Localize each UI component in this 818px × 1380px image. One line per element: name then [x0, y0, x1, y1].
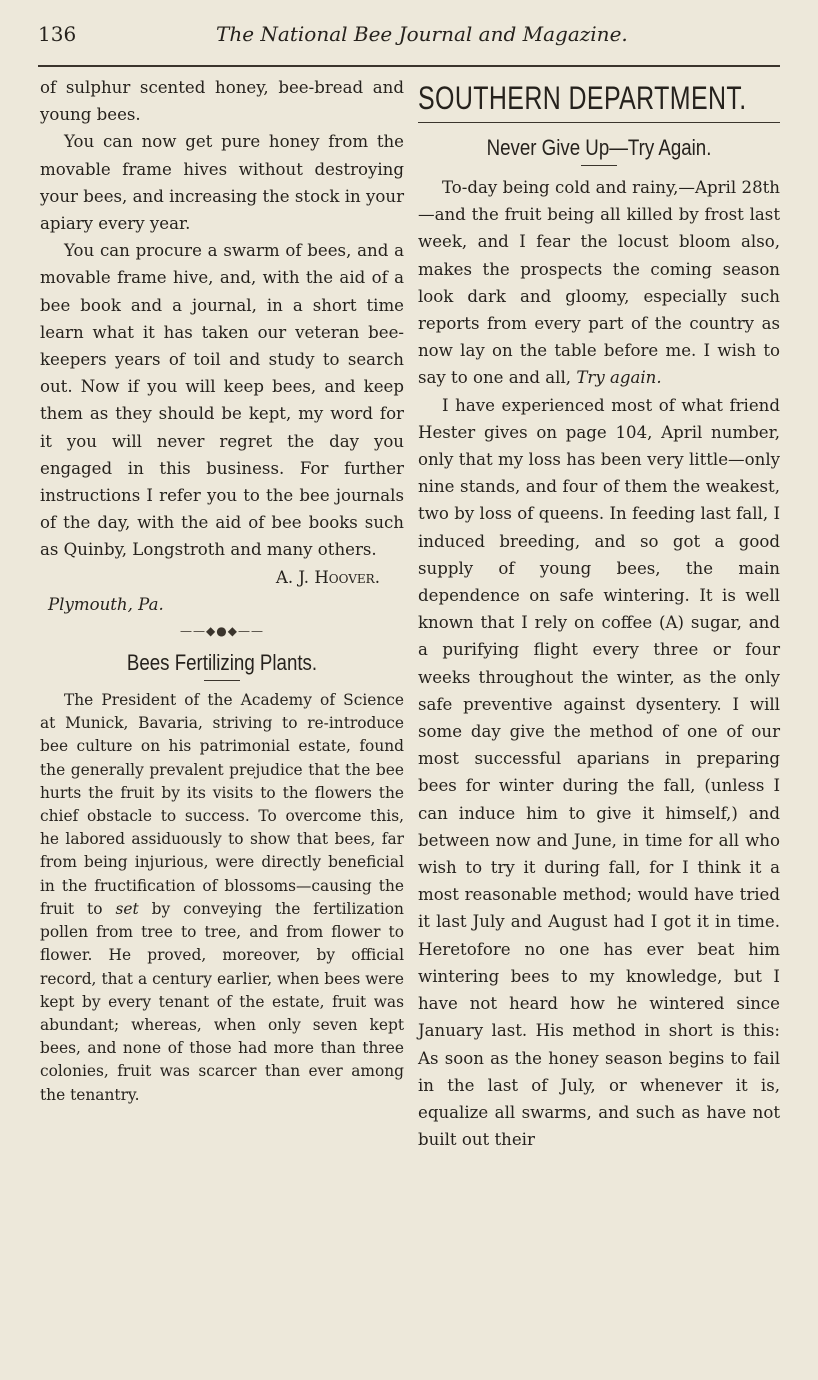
title-rule	[581, 165, 617, 166]
left-column	[40, 74, 404, 1107]
continued-paragraph: of sulphur scented honey, bee-bread and young bees.	[40, 78, 404, 125]
article-body: I have experienced most of what friend Hester gives on page 104, April number, only that my loss has been very little—only nine stands, and four of them the weakest, two by loss of queens. In feeding last fall, I induced breeding, and so got a good supply of young bees, the main dependence on safe wintering. It is well known that I rely on coffee (A) sugar, and a purifying flight every three or four weeks throughout the winter, as the only safe preventive against dysentery. I will some day give the method of one of our most successful aparians in preparing bees for winter during the fall, (unless I can induce him to give it himself,) and between now and June, in time for all who wish to try it during fall, for I think it a most reasonable method; would have tried it last July and August had I got it in time. Heretofore no one has ever beat him wintering bees to my knowledge, but I have not heard how he wintered since January last. His method in short is this: As soon as the honey season begins to fail in the last of July, or whenever it is, equalize all swarms, and such as have not built out their	[418, 395, 780, 1150]
journal-title: The National Bee Journal and Magazine.	[216, 22, 628, 46]
signature-line	[40, 564, 404, 591]
author-location: Plymouth, Pa.	[48, 594, 164, 614]
article-body: To-day being cold and rainy,—April 28th—and the fruit being all killed by frost last week, and I fear the locust bloom also, makes the prospects the coming season look dark and gloomy, especially such reports from every part of the country as now lay on the table before me. I wish to say to one and all, Try again.	[418, 178, 780, 388]
section-ornament: ——◆●◆——	[180, 624, 264, 639]
department-heading: SOUTHERN DEPARTMENT.	[418, 80, 747, 116]
paragraph: You can procure a swarm of bees, and a movable frame hive, and, with the aid of a bee book and a journal, in a short time learn what it has taken our veteran bee-keepers years of toil and study to search out. Now if you will keep bees, and keep them as they should be kept, my word for it you will never regret the day you engaged in this business. For further instructions I refer you to the bee journals of the day, with the aid of bee books such as Quinby, Longstroth and many others.	[40, 241, 404, 560]
page-number: 136	[38, 22, 77, 46]
paragraph: You can now get pure honey from the movable frame hives without destroying your bees, and increasing the stock in your apiary every year.	[40, 132, 404, 234]
page-header	[38, 18, 780, 52]
author-signature: A. J. Hoover.	[275, 567, 380, 587]
header-rule	[38, 65, 780, 67]
article-body: The President of the Academy of Science at Munick, Bavaria, striving to re-introduce bee culture on his patrimonial estate, found the generally prevalent prejudice that the bee hurts the fruit by its visits to the flowers the chief obstacle to success. To overcome this, he labored assiduously to show that bees, far from being injurious, were directly beneficial in the fructification of blossoms—causing the fruit to set by conveying the fertilization pollen from tree to tree, and from flower to flower. He proved, moreover, by official record, that a century earlier, when bees were kept by every tenant of the estate, fruit was abundant; whereas, when only seven kept bees, and none of those had more than three colonies, fruit was scarcer than ever among the tenantry.	[40, 691, 404, 1104]
article-title: Never Give Up—Try Again.	[486, 135, 712, 160]
article-title: Bees Fertilizing Plants.	[126, 650, 318, 676]
right-column	[418, 74, 780, 1153]
title-rule	[204, 680, 240, 681]
department-rule	[418, 122, 780, 123]
